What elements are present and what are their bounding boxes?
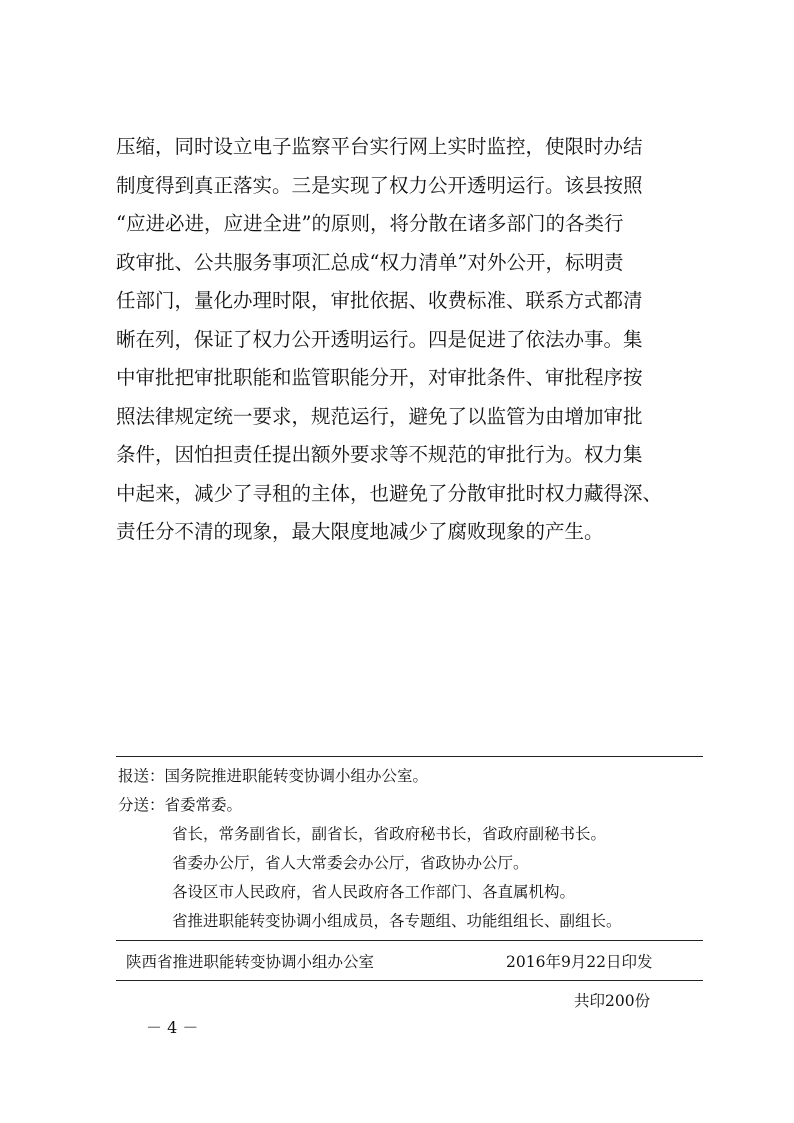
body-line: 压缩，同时设立电子监察平台实行网上实时监控，使限时办结 <box>116 135 643 158</box>
copy-to-recipient: 各设区市人民政府，省人民政府各工作部门、各直属机构。 <box>172 883 576 901</box>
body-line: 中起来，减少了寻租的主体，也避免了分散审批时权力藏得深、 <box>116 481 663 505</box>
issuance-top-rule <box>116 940 703 941</box>
page-number: － 4 － <box>146 1018 199 1037</box>
copies-printed: 共印200份 <box>574 992 651 1010</box>
copy-to-recipient: 省长，常务副省长，副省长，省政府秘书长，省政府副秘书长。 <box>172 825 607 843</box>
distribution-top-rule <box>116 756 703 757</box>
report-to-line: 报送：国务院推进职能转变协调小组办公室。 <box>118 767 429 785</box>
body-line: 责任分不清的现象，最大限度地减少了腐败现象的产生。 <box>116 520 604 543</box>
copy-to-line: 分送：省委常委。 <box>118 796 243 814</box>
body-line: 中审批把审批职能和监管职能分开，对审批条件、审批程序按 <box>116 366 643 389</box>
body-line: 任部门，量化办理时限，审批依据、收费标准、联系方式都清 <box>116 289 643 312</box>
body-line: “应进必进，应进全进”的原则，将分散在诸多部门的各类行 <box>116 212 624 235</box>
body-line: 政审批、公共服务事项汇总成“权力清单”对外公开，标明责 <box>116 250 624 274</box>
body-line: 制度得到真正落实。三是实现了权力公开透明运行。该县按照 <box>116 173 643 197</box>
body-line: 条件，因怕担责任提出额外要求等不规范的审批行为。权力集 <box>116 443 643 466</box>
issue-date: 2016年9月22日印发 <box>506 953 653 971</box>
issuance-bottom-rule <box>116 980 703 981</box>
body-line: 晰在列，保证了权力公开透明运行。四是促进了依法办事。集 <box>116 327 643 351</box>
issuer: 陕西省推进职能转变协调小组办公室 <box>126 953 375 971</box>
body-text <box>116 128 686 552</box>
body-line: 照法律规定统一要求，规范运行，避免了以监管为由增加审批 <box>116 404 643 428</box>
copy-to-recipient: 省推进职能转变协调小组成员，各专题组、功能组组长、副组长。 <box>172 912 622 930</box>
copy-to-recipient: 省委办公厅，省人大常委会办公厅，省政协办公厅。 <box>172 854 529 872</box>
